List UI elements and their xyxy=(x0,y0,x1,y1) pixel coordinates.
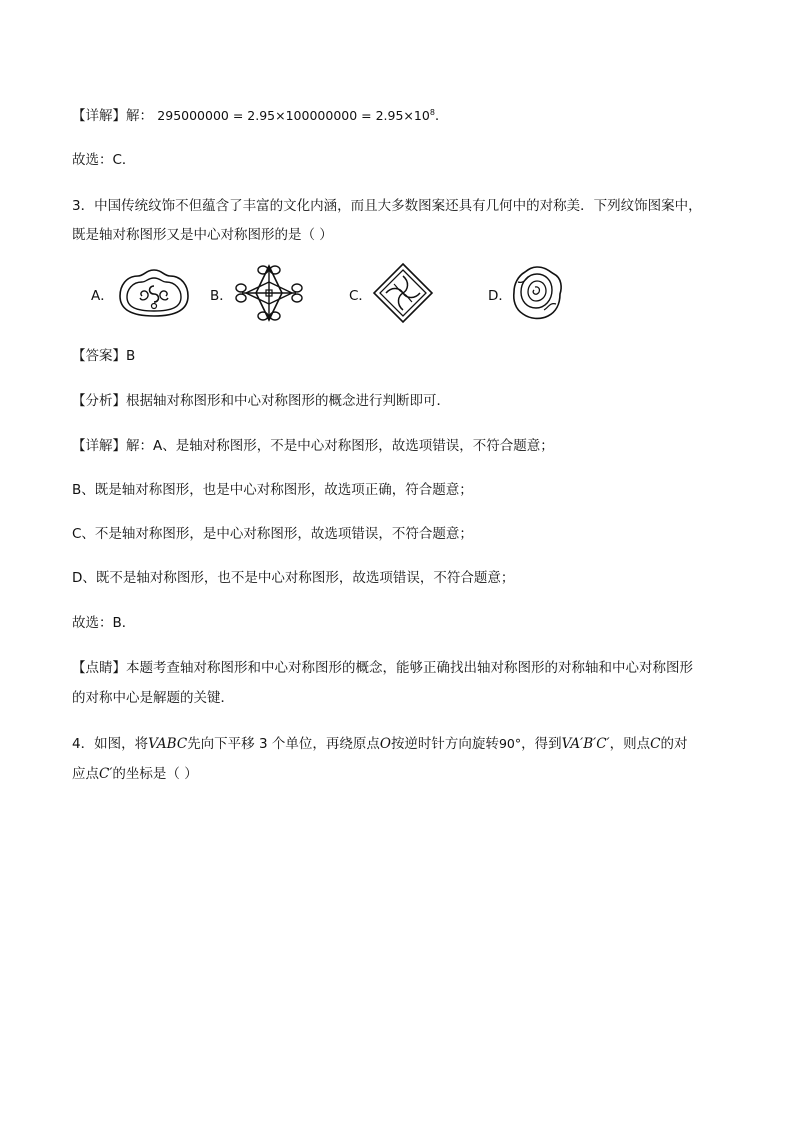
q4-line-1 xyxy=(72,732,687,752)
detail2-line-1: 【详解】解：A、是轴对称图形，不是中心对称图形，故选项错误，不符合题意； xyxy=(72,438,554,454)
q4-text-8: 的坐标是（ ） xyxy=(112,766,198,782)
q3-line-1: 3．中国传统纹饰不但蕴含了丰富的文化内涵，而且大多数图案还具有几何中的对称美．下列纹饰图案中， xyxy=(72,198,702,214)
detail-end: . xyxy=(434,108,440,124)
q4-angle: 90° xyxy=(498,736,522,751)
option-a-label: A． xyxy=(91,288,114,304)
detail2-line-4: D、既不是轴对称图形，也不是中心对称图形，故选项错误，不符合题意； xyxy=(72,570,515,586)
option-c-label: C． xyxy=(349,288,372,304)
option-b-knot-pattern-icon xyxy=(234,262,304,324)
q4-point-c-prime: C′ xyxy=(99,766,113,782)
option-a-cloud-pattern-icon xyxy=(118,266,190,318)
answer-line: 【答案】B xyxy=(72,348,136,364)
q4-text-4: ，得到 xyxy=(521,736,562,752)
detail2-line-2: B、既是轴对称图形，也是中心对称图形，故选项正确，符合题意； xyxy=(72,482,473,498)
q4-text-1: 4．如图，将 xyxy=(72,736,149,752)
q4-triangle-a1b1c1: VA′B′C′ xyxy=(561,736,610,752)
detail2-line-3: C、不是轴对称图形，是中心对称图形，故选项错误，不符合题意； xyxy=(72,526,473,542)
choice-1: 故选：C． xyxy=(72,152,136,168)
q4-origin-o: O xyxy=(379,736,391,752)
q4-text-5: ，则点 xyxy=(609,736,651,752)
comment-line-2: 的对称中心是解题的关键． xyxy=(72,690,234,706)
q4-text-2: 先向下平移 3 个单位，再绕原点 xyxy=(187,736,380,752)
detail-line-1 xyxy=(72,104,439,124)
option-b-label: B． xyxy=(210,288,233,304)
q4-text-7: 应点 xyxy=(72,766,99,782)
q4-text-6: 的对 xyxy=(660,736,688,752)
q4-triangle-abc: VABC xyxy=(148,736,188,752)
choice-2: 故选：B． xyxy=(72,615,136,631)
detail-prefix: 解： xyxy=(126,108,153,124)
analysis-line: 【分析】根据轴对称图形和中心对称图形的概念进行判断即可． xyxy=(72,393,450,409)
comment-line-1: 【点睛】本题考查轴对称图形和中心对称图形的概念，能够正确找出轴对称图形的对称轴和中心对称图形 xyxy=(72,660,693,676)
q4-text-3: 按逆时针方向旋转 xyxy=(390,736,499,752)
detail-equation: $295000000 = 2.95\times 100000000 = 2.95\times 10^8$ xyxy=(157,107,435,123)
q4-line-2 xyxy=(72,762,198,782)
detail-label: 【详解】 xyxy=(72,108,126,124)
q3-line-2: 既是轴对称图形又是中心对称图形的是（ ） xyxy=(72,227,333,243)
option-d-label: D． xyxy=(488,288,512,304)
option-d-rose-icon xyxy=(510,264,564,320)
q4-point-c: C xyxy=(650,736,661,752)
option-c-square-knot-icon xyxy=(372,262,434,324)
